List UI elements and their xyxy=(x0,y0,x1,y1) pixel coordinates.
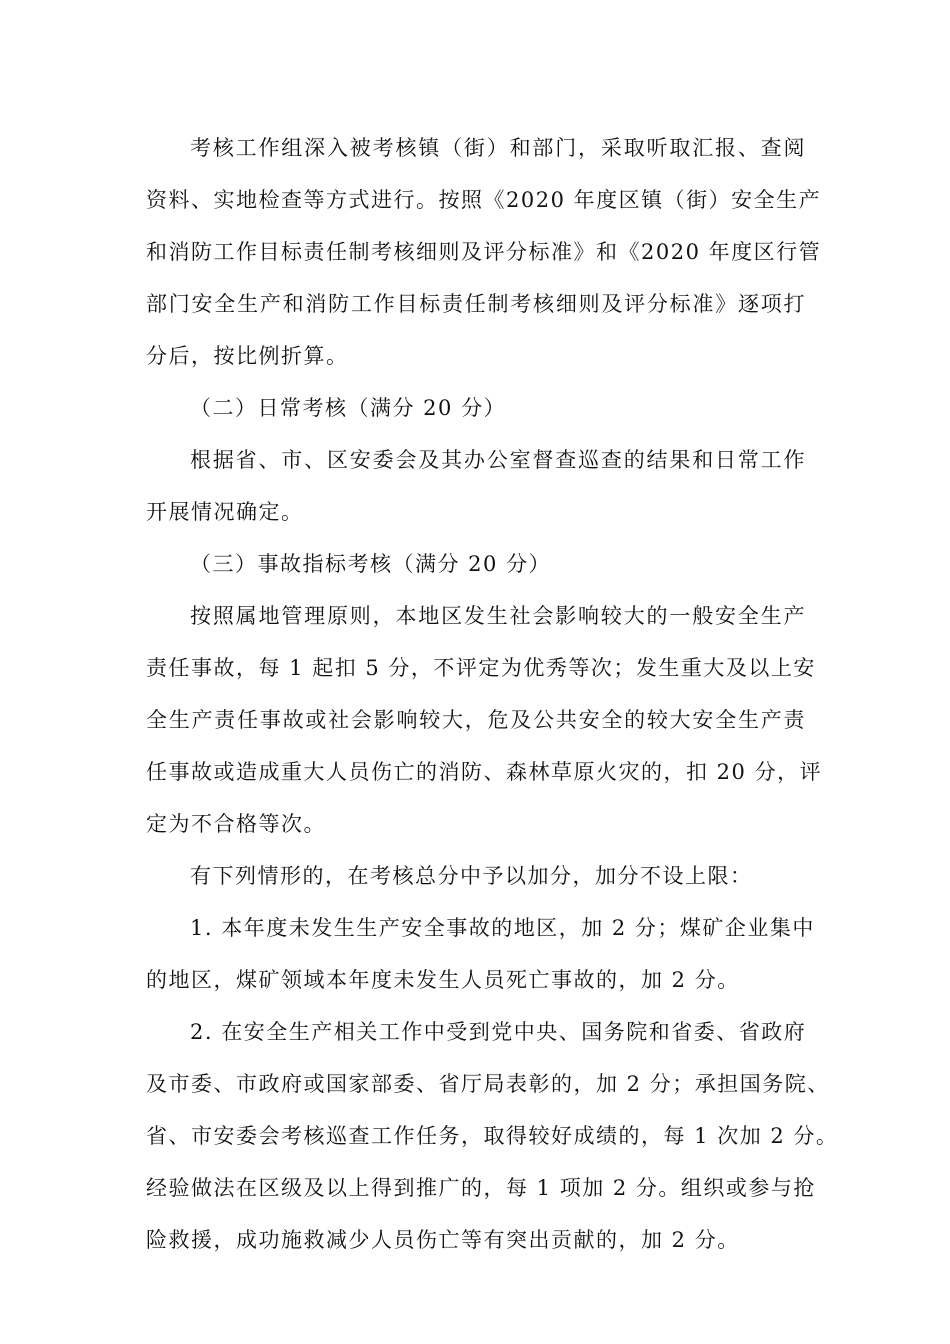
paragraph-assessment-method-line-1: 考核工作组深入被考核镇（街）和部门，采取听取汇报、查阅 xyxy=(190,136,806,160)
section-heading-daily-assessment: （二）日常考核（满分 20 分） xyxy=(190,396,507,420)
document-body xyxy=(146,122,839,1266)
list-item-2-line-3: 省、市安委会考核巡查工作任务，取得较好成绩的，每 1 次加 2 分。 xyxy=(146,1124,839,1148)
list-item-2-line-1: 2. 在安全生产相关工作中受到党中央、国务院和省委、省政府 xyxy=(190,1020,807,1044)
paragraph-bonus-intro: 有下列情形的，在考核总分中予以加分，加分不设上限： xyxy=(190,864,753,888)
paragraph-daily-line-2: 开展情况确定。 xyxy=(146,500,304,524)
list-item-1-line-2: 的地区，煤矿领域本年度未发生人员死亡事故的，加 2 分。 xyxy=(146,968,740,992)
paragraph-accident-line-5: 定为不合格等次。 xyxy=(146,812,326,836)
list-item-1-line-1: 1. 本年度未发生生产安全事故的地区，加 2 分；煤矿企业集中 xyxy=(190,916,815,940)
list-item-2-line-5: 险救援，成功施救减少人员伤亡等有突出贡献的，加 2 分。 xyxy=(146,1228,740,1252)
paragraph-accident-line-3: 全生产责任事故或社会影响较大，危及公共安全的较大安全生产责 xyxy=(146,708,806,732)
paragraph-accident-line-4: 任事故或造成重大人员伤亡的消防、森林草原火灾的，扣 20 分，评 xyxy=(146,760,823,784)
paragraph-accident-line-1: 按照属地管理原则，本地区发生社会影响较大的一般安全生产 xyxy=(190,604,806,628)
paragraph-accident-line-2: 责任事故，每 1 起扣 5 分，不评定为优秀等次；发生重大及以上安 xyxy=(146,656,816,680)
list-item-2-line-2: 及市委、市政府或国家部委、省厅局表彰的，加 2 分；承担国务院、 xyxy=(146,1072,830,1096)
list-item-2-line-4: 经验做法在区级及以上得到推广的，每 1 项加 2 分。组织或参与抢 xyxy=(146,1176,816,1200)
paragraph-daily-line-1: 根据省、市、区安委会及其办公室督查巡查的结果和日常工作 xyxy=(190,448,806,472)
section-heading-accident-indicator: （三）事故指标考核（满分 20 分） xyxy=(190,552,552,576)
paragraph-assessment-method-line-5: 分后，按比例折算。 xyxy=(146,344,349,368)
paragraph-assessment-method-line-4: 部门安全生产和消防工作目标责任制考核细则及评分标准》逐项打 xyxy=(146,292,806,316)
paragraph-assessment-method-line-3: 和消防工作目标责任制考核细则及评分标准》和《2020 年度区行管 xyxy=(146,240,822,264)
paragraph-assessment-method-line-2: 资料、实地检查等方式进行。按照《2020 年度区镇（街）安全生产 xyxy=(146,188,822,212)
